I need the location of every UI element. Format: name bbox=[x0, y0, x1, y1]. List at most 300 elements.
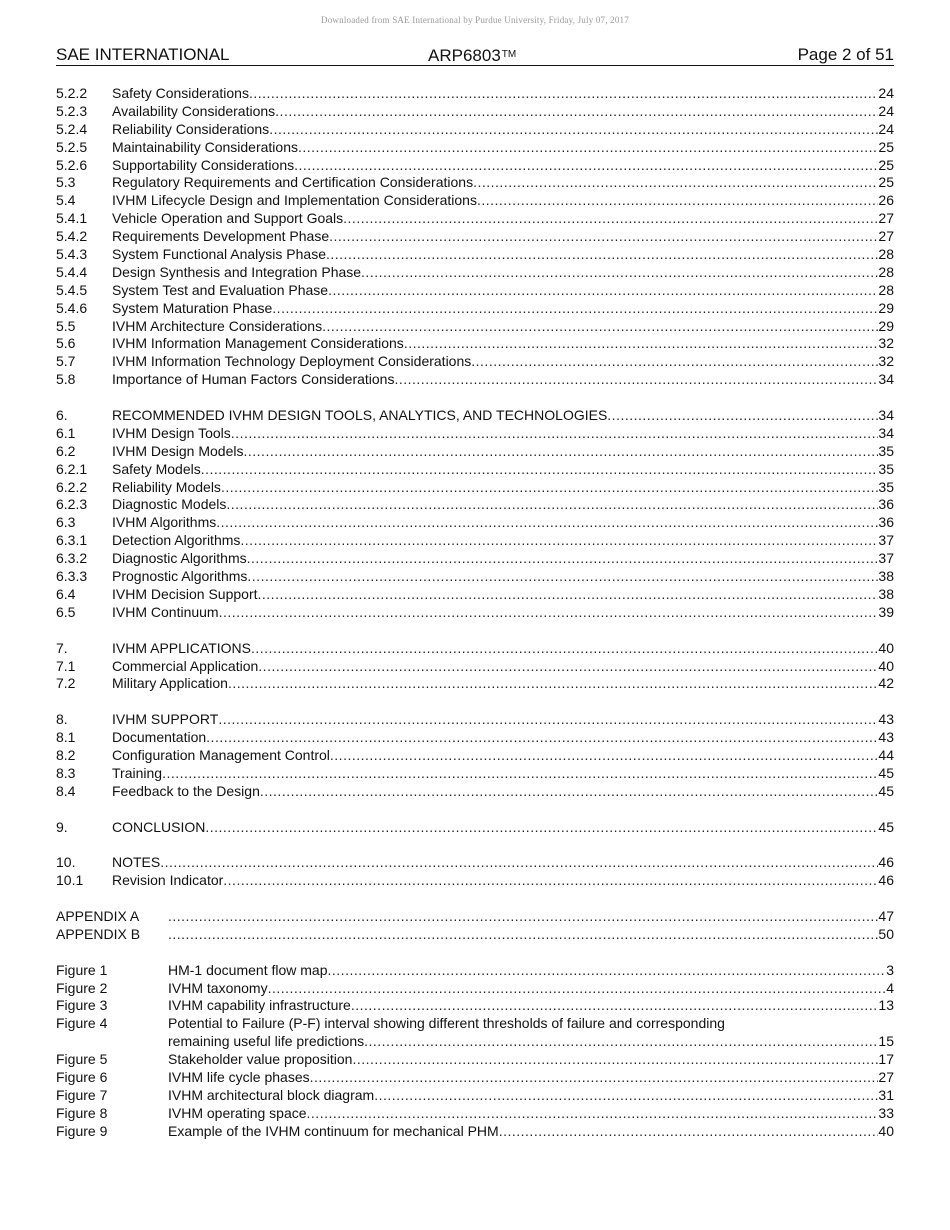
toc-entry-number: 5.2.6 bbox=[56, 156, 88, 173]
toc-entry-line bbox=[112, 228, 894, 246]
toc-entry-number: 6.5 bbox=[56, 603, 76, 620]
section-spacer bbox=[56, 801, 894, 819]
toc-entry-title: Safety Models bbox=[112, 460, 201, 477]
toc-entry-page: 40 bbox=[878, 1122, 894, 1139]
toc-entry[interactable] bbox=[56, 568, 894, 586]
toc-entry[interactable] bbox=[56, 1105, 894, 1123]
dot-leader bbox=[351, 997, 879, 1015]
toc-entry-title: IVHM Information Management Considerations bbox=[112, 335, 404, 352]
toc-entry-page: 24 bbox=[878, 85, 894, 101]
toc-entry-title: IVHM Lifecycle Design and Implementation Considerations bbox=[112, 192, 477, 209]
toc-entry-page: 25 bbox=[878, 138, 894, 155]
toc-entry[interactable] bbox=[56, 514, 894, 532]
toc-entry-number: 6.2.3 bbox=[56, 496, 88, 513]
toc-entry-page: 29 bbox=[878, 317, 894, 334]
toc-entry-page: 24 bbox=[878, 102, 894, 119]
toc-entry-page: 35 bbox=[878, 442, 894, 459]
toc-entry-number: 5.4.5 bbox=[56, 281, 88, 298]
dot-leader bbox=[294, 157, 878, 175]
dot-leader bbox=[249, 85, 878, 103]
toc-entry-line bbox=[112, 854, 894, 872]
toc-entry-number: 6.2.2 bbox=[56, 478, 88, 495]
toc-entry-line bbox=[112, 300, 894, 318]
toc-entry[interactable] bbox=[56, 407, 894, 425]
toc-entry-line bbox=[112, 443, 894, 461]
toc-entry-title: Prognostic Algorithms bbox=[112, 568, 248, 585]
toc-entry[interactable] bbox=[56, 139, 894, 157]
dot-leader bbox=[168, 926, 878, 944]
toc-entry-number: 5.3 bbox=[56, 174, 76, 191]
toc-entry-number: 6.3.2 bbox=[56, 550, 88, 567]
toc-entry-page: 24 bbox=[878, 120, 894, 137]
toc-entry-line bbox=[112, 479, 894, 497]
dot-leader bbox=[361, 264, 878, 282]
section-spacer bbox=[56, 890, 894, 908]
toc-entry-title: Supportability Considerations bbox=[112, 156, 295, 173]
toc-entry[interactable] bbox=[56, 604, 894, 622]
toc-entry-line bbox=[112, 407, 894, 425]
toc-entry-page: 39 bbox=[878, 603, 894, 620]
dot-leader bbox=[258, 586, 879, 604]
section-spacer bbox=[56, 389, 894, 407]
toc-entry-page: 42 bbox=[878, 675, 894, 692]
toc-entry-page: 40 bbox=[878, 657, 894, 674]
toc-entry-number: Figure 5 bbox=[56, 1051, 108, 1068]
dot-leader bbox=[298, 139, 878, 157]
dot-leader bbox=[477, 192, 878, 210]
dot-leader bbox=[201, 461, 879, 479]
toc-entry-line bbox=[112, 318, 894, 336]
toc-entry-number: 5.4.2 bbox=[56, 228, 88, 245]
toc-entry-line bbox=[112, 461, 894, 479]
toc-entry[interactable] bbox=[56, 640, 894, 658]
toc-entry[interactable] bbox=[56, 282, 894, 300]
dot-leader bbox=[219, 604, 879, 622]
toc-entry[interactable] bbox=[56, 1087, 894, 1105]
download-watermark: Downloaded from SAE International by Purdue University, Friday, July 07, 2017 bbox=[321, 15, 629, 25]
toc-entry-number: 8.2 bbox=[56, 746, 76, 763]
toc-entry-title: Example of the IVHM continuum for mechanical PHM bbox=[168, 1122, 499, 1139]
toc-entry[interactable] bbox=[56, 783, 894, 801]
dot-leader bbox=[258, 658, 878, 676]
dot-leader bbox=[251, 640, 878, 658]
trademark-symbol: TM bbox=[501, 49, 517, 60]
toc-entry-line bbox=[112, 675, 894, 693]
toc-entry-page: 28 bbox=[878, 263, 894, 280]
toc-entry-line bbox=[112, 371, 894, 389]
toc-entry-line bbox=[112, 711, 894, 729]
toc-entry-line bbox=[112, 747, 894, 765]
toc-entry-number: 5.4.6 bbox=[56, 299, 88, 316]
toc-entry-number: 5.7 bbox=[56, 353, 76, 370]
section-spacer bbox=[56, 944, 894, 962]
toc-entry[interactable] bbox=[56, 658, 894, 676]
toc-entry-title: Revision Indicator bbox=[112, 872, 224, 889]
toc-entry-line bbox=[112, 819, 894, 837]
dot-leader bbox=[607, 407, 878, 425]
toc-entry-line bbox=[112, 872, 894, 890]
toc-entry-page: 27 bbox=[878, 1068, 894, 1085]
toc-entry[interactable] bbox=[56, 264, 894, 282]
toc-entry-page: 43 bbox=[878, 711, 894, 728]
dot-leader bbox=[160, 854, 878, 872]
toc-entry-page: 35 bbox=[878, 460, 894, 477]
toc-entry-title: System Maturation Phase bbox=[112, 299, 273, 316]
toc-entry[interactable] bbox=[56, 496, 894, 514]
toc-entry-line bbox=[112, 550, 894, 568]
toc-entry-title: remaining useful life predictions bbox=[168, 1033, 365, 1050]
toc-entry[interactable] bbox=[56, 157, 894, 175]
toc-entry-line bbox=[112, 514, 894, 532]
toc-entry-number: Figure 6 bbox=[56, 1068, 108, 1085]
toc-entry-page: 38 bbox=[878, 585, 894, 602]
toc-entry-title: CONCLUSION bbox=[112, 818, 206, 835]
toc-entry-line bbox=[112, 532, 894, 550]
header-document-id bbox=[428, 45, 516, 66]
toc-entry-line bbox=[112, 604, 894, 622]
toc-entry-line bbox=[112, 335, 894, 353]
toc-entry-line bbox=[168, 1123, 894, 1141]
toc-entry-number: 5.4.3 bbox=[56, 246, 88, 263]
dot-leader bbox=[244, 443, 879, 461]
dot-leader bbox=[473, 174, 878, 192]
toc-entry-page: 37 bbox=[878, 532, 894, 549]
toc-entry-title: Reliability Models bbox=[112, 478, 221, 495]
dot-leader bbox=[326, 246, 878, 264]
toc-entry-title: HM-1 document flow map bbox=[168, 961, 328, 978]
toc-entry-page: 45 bbox=[878, 764, 894, 781]
toc-entry[interactable] bbox=[56, 1123, 894, 1141]
toc-entry-number: 6.1 bbox=[56, 424, 76, 441]
section-spacer bbox=[56, 836, 894, 854]
toc-entry[interactable] bbox=[56, 962, 894, 980]
toc-entry-line bbox=[112, 658, 894, 676]
dot-leader bbox=[374, 1087, 878, 1105]
toc-entry-title: Potential to Failure (P-F) interval showing different thresholds of failure and corresponding bbox=[168, 1015, 725, 1032]
toc-entry-page: 43 bbox=[878, 729, 894, 746]
toc-entry[interactable] bbox=[56, 729, 894, 747]
toc-entry-page: 27 bbox=[878, 210, 894, 227]
dot-leader bbox=[272, 300, 878, 318]
toc-entry[interactable] bbox=[56, 300, 894, 318]
toc-entry-title: System Functional Analysis Phase bbox=[112, 246, 326, 263]
toc-entry-title: Feedback to the Design bbox=[112, 782, 260, 799]
dot-leader bbox=[471, 353, 878, 371]
toc-entry[interactable] bbox=[56, 997, 894, 1015]
toc-entry[interactable] bbox=[56, 747, 894, 765]
toc-entry-page: 32 bbox=[878, 335, 894, 352]
toc-entry-title: Diagnostic Algorithms bbox=[112, 550, 247, 567]
toc-entry-number: 5.5 bbox=[56, 317, 76, 334]
toc-entry-page: 25 bbox=[878, 174, 894, 191]
header-organization: SAE INTERNATIONAL bbox=[56, 45, 230, 64]
toc-entry[interactable] bbox=[56, 532, 894, 550]
dot-leader bbox=[231, 425, 879, 443]
toc-entry-title: Design Synthesis and Integration Phase bbox=[112, 263, 362, 280]
dot-leader bbox=[322, 318, 878, 336]
toc-entry-title: IVHM capability infrastructure bbox=[168, 997, 351, 1014]
dot-leader bbox=[269, 121, 878, 139]
toc-entry-title: IVHM Design Tools bbox=[112, 424, 231, 441]
dot-leader bbox=[205, 819, 878, 837]
header-page-number: Page 2 of 51 bbox=[797, 45, 894, 64]
toc-entry-page: 38 bbox=[878, 568, 894, 585]
toc-entry-title: Documentation bbox=[112, 729, 207, 746]
dot-leader bbox=[260, 783, 879, 801]
toc-entry-page: 31 bbox=[878, 1086, 894, 1103]
toc-entry[interactable] bbox=[56, 872, 894, 890]
dot-leader bbox=[328, 282, 878, 300]
toc-entry-line bbox=[112, 121, 894, 139]
dot-leader bbox=[226, 496, 878, 514]
toc-entry-number: 6.2.1 bbox=[56, 460, 88, 477]
toc-entry[interactable] bbox=[56, 479, 894, 497]
toc-entry-number: 8.4 bbox=[56, 782, 76, 799]
toc-entry-number: Figure 1 bbox=[56, 961, 108, 978]
toc-entry-title: Configuration Management Control bbox=[112, 746, 330, 763]
dot-leader bbox=[330, 747, 879, 765]
toc-entry-page: 17 bbox=[878, 1051, 894, 1068]
toc-entry-title: System Test and Evaluation Phase bbox=[112, 281, 329, 298]
toc-entry-line bbox=[168, 1087, 894, 1105]
toc-entry[interactable] bbox=[56, 318, 894, 336]
toc-entry-title: IVHM APPLICATIONS bbox=[112, 639, 251, 656]
toc-entry-page: 36 bbox=[878, 514, 894, 531]
toc-entry-title-line bbox=[56, 1015, 894, 1033]
toc-entry-title: Military Application bbox=[112, 675, 228, 692]
toc-entry[interactable] bbox=[56, 819, 894, 837]
toc-entry-number: 5.4.4 bbox=[56, 263, 88, 280]
toc-entry-number: 5.2.5 bbox=[56, 138, 88, 155]
toc-entry-number: 6.4 bbox=[56, 585, 76, 602]
toc-entry-page: 34 bbox=[878, 407, 894, 424]
toc-entry[interactable] bbox=[56, 103, 894, 121]
toc-entry[interactable] bbox=[56, 371, 894, 389]
toc-entry-line bbox=[112, 192, 894, 210]
toc-entry-line bbox=[112, 568, 894, 586]
toc-entry-line bbox=[168, 962, 894, 980]
toc-entry[interactable] bbox=[56, 586, 894, 604]
toc-entry-number: 6.3.1 bbox=[56, 532, 88, 549]
toc-entry-title: NOTES bbox=[112, 854, 161, 871]
toc-entry-title: Maintainability Considerations bbox=[112, 138, 298, 155]
toc-entry[interactable] bbox=[56, 926, 894, 944]
toc-entry[interactable] bbox=[56, 461, 894, 479]
toc-entry-number: 7. bbox=[56, 639, 68, 656]
section-spacer bbox=[56, 622, 894, 640]
toc-entry-number: 5.2.3 bbox=[56, 102, 88, 119]
dot-leader bbox=[275, 103, 878, 121]
dot-leader bbox=[206, 729, 878, 747]
toc-entry-page: 36 bbox=[878, 496, 894, 513]
toc-entry-title: Safety Considerations bbox=[112, 85, 249, 101]
toc-entry-title: Diagnostic Models bbox=[112, 496, 227, 513]
toc-entry-page: 47 bbox=[878, 907, 894, 924]
toc-entry-page: 46 bbox=[878, 854, 894, 871]
toc-entry-number: 5.8 bbox=[56, 371, 76, 388]
toc-entry-page: 3 bbox=[886, 961, 894, 978]
toc-entry-title: Requirements Development Phase bbox=[112, 228, 330, 245]
dot-leader bbox=[499, 1123, 879, 1141]
dot-leader bbox=[268, 980, 887, 998]
toc-entry-title: Reliability Considerations bbox=[112, 120, 270, 137]
toc-entry-page: 37 bbox=[878, 550, 894, 567]
toc-entry-page: 50 bbox=[878, 925, 894, 942]
toc-entry-number: APPENDIX A bbox=[56, 907, 140, 924]
dot-leader bbox=[247, 550, 879, 568]
toc-entry-page: 4 bbox=[886, 979, 894, 996]
dot-leader bbox=[218, 711, 878, 729]
toc-entry-page: 13 bbox=[878, 997, 894, 1014]
toc-entry[interactable] bbox=[56, 121, 894, 139]
dot-leader bbox=[394, 371, 878, 389]
toc-entry-page: 26 bbox=[878, 192, 894, 209]
toc-entry-number: 8.3 bbox=[56, 764, 76, 781]
toc-entry-number: 6.3.3 bbox=[56, 568, 88, 585]
toc-entry-number: 7.2 bbox=[56, 675, 76, 692]
toc-entry-number: 7.1 bbox=[56, 657, 76, 674]
toc-entry-page: 45 bbox=[878, 782, 894, 799]
toc-entry[interactable] bbox=[56, 765, 894, 783]
toc-entry-line bbox=[112, 174, 894, 192]
toc-entry-title: Vehicle Operation and Support Goals bbox=[112, 210, 344, 227]
toc-entry[interactable] bbox=[56, 1069, 894, 1087]
toc-entry-number: 10.1 bbox=[56, 872, 84, 889]
dot-leader bbox=[216, 514, 878, 532]
toc-entry-line bbox=[112, 353, 894, 371]
toc-entry[interactable] bbox=[56, 85, 894, 103]
toc-entry-page: 27 bbox=[878, 228, 894, 245]
dot-leader bbox=[247, 568, 878, 586]
toc-entry[interactable] bbox=[56, 908, 894, 926]
toc-entry-line bbox=[112, 586, 894, 604]
toc-entry-line bbox=[112, 139, 894, 157]
toc-entry-line bbox=[168, 1033, 894, 1051]
section-spacer bbox=[56, 693, 894, 711]
toc-entry-page: 44 bbox=[878, 746, 894, 763]
toc-entry[interactable] bbox=[56, 980, 894, 998]
toc-entry-title: IVHM Information Technology Deployment Considerations bbox=[112, 353, 472, 370]
toc-entry-line bbox=[112, 783, 894, 801]
dot-leader bbox=[343, 210, 878, 228]
toc-entry-page: 34 bbox=[878, 424, 894, 441]
toc-entry-number: 5.4.1 bbox=[56, 210, 88, 227]
toc-entry[interactable] bbox=[56, 443, 894, 461]
toc-entry[interactable] bbox=[56, 1033, 894, 1051]
dot-leader bbox=[240, 532, 878, 550]
toc-entry-line bbox=[112, 729, 894, 747]
toc-entry-title: IVHM Decision Support bbox=[112, 585, 258, 602]
dot-leader bbox=[364, 1033, 878, 1051]
toc-entry[interactable] bbox=[56, 550, 894, 568]
toc-entry-number: 6. bbox=[56, 407, 68, 424]
dot-leader bbox=[404, 335, 879, 353]
toc-entry-line bbox=[112, 640, 894, 658]
toc-entry-number: 5.4 bbox=[56, 192, 76, 209]
toc-entry-number: Figure 9 bbox=[56, 1122, 108, 1139]
toc-entry-page: 33 bbox=[878, 1104, 894, 1121]
toc-entry[interactable] bbox=[56, 711, 894, 729]
toc-entry-page: 15 bbox=[878, 1033, 894, 1050]
toc-entry[interactable] bbox=[56, 228, 894, 246]
dot-leader bbox=[162, 765, 878, 783]
toc-entry-title: Detection Algorithms bbox=[112, 532, 241, 549]
toc-entry-number: Figure 2 bbox=[56, 979, 108, 996]
toc-entry-title: Training bbox=[112, 764, 163, 781]
toc-entry-title: IVHM architectural block diagram bbox=[168, 1086, 375, 1103]
toc-entry-page: 32 bbox=[878, 353, 894, 370]
toc-entry-line bbox=[112, 765, 894, 783]
toc-entry-title: IVHM taxonomy bbox=[168, 979, 268, 996]
toc-entry[interactable] bbox=[56, 425, 894, 443]
toc-entry-title: RECOMMENDED IVHM DESIGN TOOLS, ANALYTICS, AND TECHNOLOGIES bbox=[112, 407, 608, 424]
toc-entry-number: 5.2.2 bbox=[56, 85, 88, 101]
toc-entry-page: 40 bbox=[878, 639, 894, 656]
toc-entry-line bbox=[112, 103, 894, 121]
toc-entry-title: Commercial Application bbox=[112, 657, 259, 674]
toc-entry-number: 6.3 bbox=[56, 514, 76, 531]
toc-entry[interactable] bbox=[56, 675, 894, 693]
dot-leader bbox=[310, 1069, 879, 1087]
toc-entry-title: Stakeholder value proposition bbox=[168, 1051, 353, 1068]
toc-entry-page: 35 bbox=[878, 478, 894, 495]
toc-entry-number: 8. bbox=[56, 711, 68, 728]
toc-entry[interactable] bbox=[56, 335, 894, 353]
toc-entry-number: Figure 8 bbox=[56, 1104, 108, 1121]
table-of-contents bbox=[56, 85, 894, 1141]
toc-entry-page: 28 bbox=[878, 281, 894, 298]
dot-leader bbox=[328, 962, 887, 980]
toc-entry-line bbox=[168, 1105, 894, 1123]
toc-entry-number: Figure 4 bbox=[56, 1015, 108, 1032]
toc-entry-line bbox=[168, 997, 894, 1015]
toc-entry-page: 45 bbox=[878, 818, 894, 835]
toc-entry[interactable] bbox=[56, 246, 894, 264]
toc-entry-page: 28 bbox=[878, 246, 894, 263]
toc-entry[interactable] bbox=[56, 174, 894, 192]
toc-entry-title: IVHM Continuum bbox=[112, 603, 219, 620]
toc-entry-line bbox=[168, 1015, 894, 1033]
toc-entry-number: 5.6 bbox=[56, 335, 76, 352]
page-header bbox=[56, 45, 894, 66]
toc-entry-line bbox=[168, 980, 894, 998]
toc-entry-title: IVHM Architecture Considerations bbox=[112, 317, 323, 334]
toc-entry[interactable] bbox=[56, 353, 894, 371]
toc-entry-title: Regulatory Requirements and Certification Considerations bbox=[112, 174, 474, 191]
toc-entry-title: IVHM life cycle phases bbox=[168, 1068, 310, 1085]
toc-entry-title: Importance of Human Factors Considerations bbox=[112, 371, 395, 388]
toc-entry-line bbox=[168, 1069, 894, 1087]
toc-entry-line bbox=[112, 264, 894, 282]
toc-entry-line bbox=[112, 85, 894, 103]
toc-entry-number: 8.1 bbox=[56, 729, 76, 746]
toc-entry[interactable] bbox=[56, 192, 894, 210]
document-number: ARP6803 bbox=[428, 46, 501, 65]
toc-entry-title: IVHM operating space bbox=[168, 1104, 307, 1121]
dot-leader bbox=[221, 479, 878, 497]
dot-leader bbox=[352, 1051, 878, 1069]
toc-entry-line bbox=[112, 425, 894, 443]
toc-entry-line bbox=[112, 496, 894, 514]
toc-entry-number: APPENDIX B bbox=[56, 925, 141, 942]
toc-entry-line bbox=[112, 210, 894, 228]
toc-entry[interactable] bbox=[56, 854, 894, 872]
toc-entry-line bbox=[112, 282, 894, 300]
toc-entry-number: 6.2 bbox=[56, 442, 76, 459]
toc-entry[interactable] bbox=[56, 210, 894, 228]
toc-entry[interactable] bbox=[56, 1051, 894, 1069]
toc-entry-line bbox=[168, 908, 894, 926]
